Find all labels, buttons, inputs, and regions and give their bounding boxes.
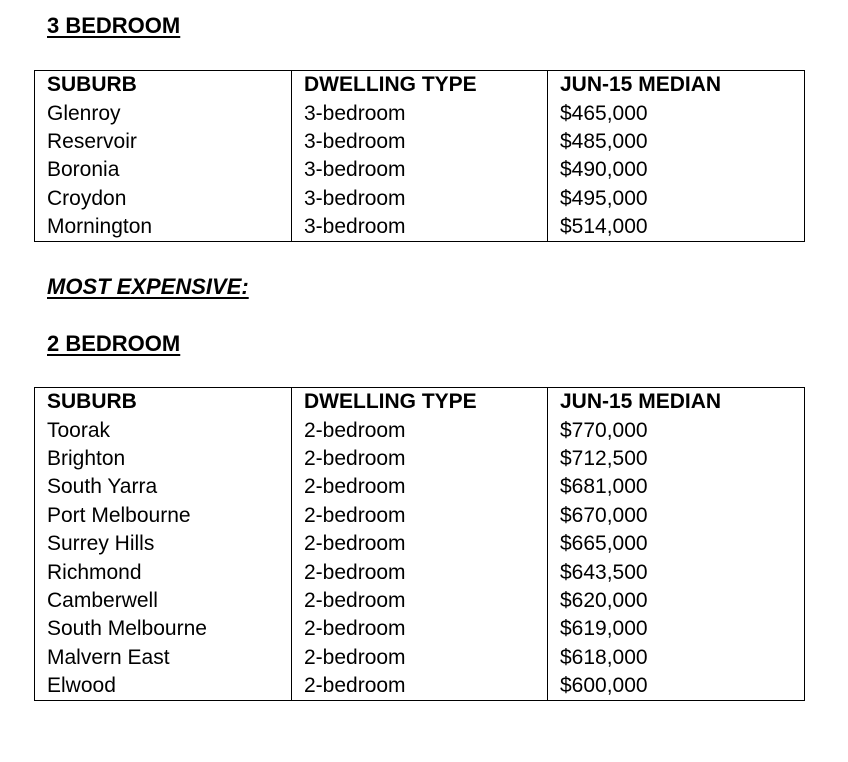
cell-dwelling-type: 2-bedroom xyxy=(292,587,548,615)
cell-dwelling-type: 2-bedroom xyxy=(292,473,548,501)
cell-suburb: Port Melbourne xyxy=(35,502,292,530)
cell-suburb: Surrey Hills xyxy=(35,530,292,558)
cell-median: $514,000 xyxy=(548,213,805,242)
cell-dwelling-type: 2-bedroom xyxy=(292,615,548,643)
cell-dwelling-type: 2-bedroom xyxy=(292,672,548,701)
cell-suburb: Croydon xyxy=(35,185,292,213)
heading-most-expensive: MOST EXPENSIVE: xyxy=(47,274,249,299)
table-row xyxy=(35,128,805,156)
cell-median: $600,000 xyxy=(548,672,805,701)
table-row xyxy=(35,185,805,213)
table-row xyxy=(35,644,805,672)
cell-median: $490,000 xyxy=(548,156,805,184)
table-row xyxy=(35,530,805,558)
table-row xyxy=(35,416,805,444)
table-row xyxy=(35,213,805,242)
cell-dwelling-type: 2-bedroom xyxy=(292,558,548,586)
column-header-dwelling-type: DWELLING TYPE xyxy=(292,388,548,417)
cell-suburb: Boronia xyxy=(35,156,292,184)
cell-dwelling-type: 3-bedroom xyxy=(292,128,548,156)
table-row xyxy=(35,672,805,701)
table-row xyxy=(35,502,805,530)
cell-median: $618,000 xyxy=(548,644,805,672)
column-header-dwelling-type: DWELLING TYPE xyxy=(292,71,548,100)
column-header-suburb: SUBURB xyxy=(35,71,292,100)
cell-suburb: South Yarra xyxy=(35,473,292,501)
table-row xyxy=(35,558,805,586)
cell-dwelling-type: 3-bedroom xyxy=(292,185,548,213)
cell-median: $681,000 xyxy=(548,473,805,501)
table-row xyxy=(35,99,805,127)
table-3-bedroom xyxy=(34,70,805,242)
cell-suburb: Glenroy xyxy=(35,99,292,127)
column-header-suburb: SUBURB xyxy=(35,388,292,417)
cell-median: $495,000 xyxy=(548,185,805,213)
column-header-median: JUN-15 MEDIAN xyxy=(548,388,805,417)
cell-median: $619,000 xyxy=(548,615,805,643)
cell-median: $485,000 xyxy=(548,128,805,156)
cell-dwelling-type: 3-bedroom xyxy=(292,213,548,242)
cell-suburb: Richmond xyxy=(35,558,292,586)
cell-suburb: Reservoir xyxy=(35,128,292,156)
table-row xyxy=(35,615,805,643)
cell-median: $770,000 xyxy=(548,416,805,444)
table-2-bedroom xyxy=(34,387,805,701)
column-header-median: JUN-15 MEDIAN xyxy=(548,71,805,100)
cell-median: $620,000 xyxy=(548,587,805,615)
table-row xyxy=(35,445,805,473)
table-header-row xyxy=(35,388,805,417)
cell-suburb: Toorak xyxy=(35,416,292,444)
cell-median: $665,000 xyxy=(548,530,805,558)
cell-dwelling-type: 3-bedroom xyxy=(292,156,548,184)
cell-median: $712,500 xyxy=(548,445,805,473)
cell-suburb: Elwood xyxy=(35,672,292,701)
cell-suburb: Brighton xyxy=(35,445,292,473)
cell-median: $465,000 xyxy=(548,99,805,127)
cell-dwelling-type: 2-bedroom xyxy=(292,502,548,530)
heading-2-bedroom: 2 BEDROOM xyxy=(47,331,181,356)
cell-suburb: Malvern East xyxy=(35,644,292,672)
cell-dwelling-type: 2-bedroom xyxy=(292,530,548,558)
cell-median: $670,000 xyxy=(548,502,805,530)
cell-suburb: Mornington xyxy=(35,213,292,242)
table-row xyxy=(35,587,805,615)
cell-dwelling-type: 3-bedroom xyxy=(292,99,548,127)
cell-suburb: Camberwell xyxy=(35,587,292,615)
cell-median: $643,500 xyxy=(548,558,805,586)
heading-3-bedroom: 3 BEDROOM xyxy=(47,13,181,38)
cell-dwelling-type: 2-bedroom xyxy=(292,445,548,473)
cell-dwelling-type: 2-bedroom xyxy=(292,644,548,672)
cell-dwelling-type: 2-bedroom xyxy=(292,416,548,444)
table-header-row xyxy=(35,71,805,100)
table-row xyxy=(35,473,805,501)
cell-suburb: South Melbourne xyxy=(35,615,292,643)
table-row xyxy=(35,156,805,184)
